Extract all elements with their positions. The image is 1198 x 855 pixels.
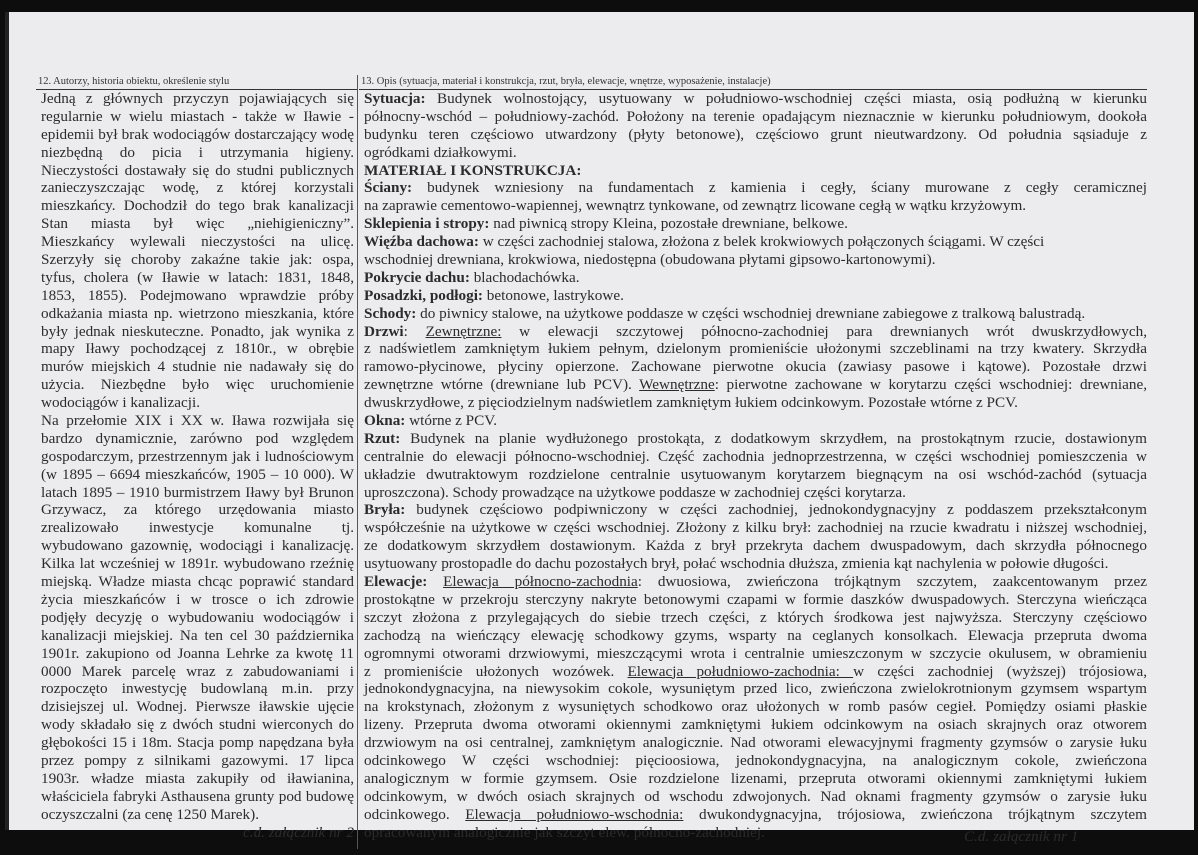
description-column — [364, 90, 1147, 841]
walls-line: Ściany: budynek wzniesiony na fundamentach z kamienia i cegły, ściany murowane z cegły ceramicznej — [364, 179, 1147, 197]
text-line: właściciela fabryki Asthausena grunty pod budowę — [41, 787, 354, 805]
text-line: współcześnie na użytkowe w części wschodniej. Złożony z kilku brył: zachodniej na rzucie kwadratu i niższej wschodniej, — [364, 519, 1147, 537]
text-line: wschodniej drewniana, krokwiowa, niedostępna (obudowana płytami gipsowo-kartonowymi). — [364, 251, 936, 269]
text-line: odkażania miasta np. wietrzono mieszkania, które — [41, 304, 354, 322]
continuation-note-left: c.d. załącznik nr 2 — [243, 823, 354, 841]
situation-label: Sytuacja: — [364, 90, 426, 107]
text-line: budynku teren częściowo utwardzony (płyty betonowe), częściowo grunt nieutwardzony. Od południa sąsiaduje z — [364, 125, 1147, 143]
text-line: odcinkowego W części wschodniej: pięcioosiowa, jednokondygnacyjna, na analogicznym cokole, zwieńczona — [364, 751, 1147, 769]
text-line: murów miejskich 4 studnie nie nadawały się do — [41, 358, 354, 376]
text-line: analogicznym w formie gzymsem. Osie rozdzielone lizenami, przepruta otworami okiennymi zamkniętymi łukiem — [364, 769, 1147, 787]
text-line: usytuowany prostopadle do dachu pozostałych brył, połać wschodnia dłuższa, zmienia kąt nachylenia w połowie długości. — [364, 555, 1109, 573]
section-13-header: 13. Opis (sytuacja, materiał i konstrukcja, rzut, bryła, elewacje, wnętrze, wyposażenie, instalacje) — [361, 76, 771, 87]
text-line: zrealizowało inwestycje komunalne tj. — [41, 519, 354, 537]
text-line: wodociągów i kanalizacji. — [41, 394, 200, 412]
text-line: zanieczyszczając wodę, z której korzystali — [41, 179, 354, 197]
floors-label: Posadzki, podłogi: — [364, 286, 483, 304]
southeast-elevation-subheading: Elewacja południowo-wschodnia: — [465, 805, 684, 823]
text-line: z promieniście ułożonych wozówek. Elewacja południowo-zachodnia: w części zachodniej (wyższej) trójosiowa, — [364, 662, 1147, 680]
text-line: podjęły decyzję o wybudowaniu wodociągów i — [41, 608, 354, 626]
text-line: odcinkowym, w dwóch osiach skrajnych od wschodu zdwojonych. Nad oknami fragmenty gzymsów o zarysie łuku — [364, 787, 1147, 805]
text-line: na zaprawie cementowo-wapiennej, wewnątrz tynkowane, od zewnątrz licowane cegłą w wątku krzyżowym. — [364, 197, 1027, 215]
text-line: Mieszkańcy wylewali nieczystości na ulicę. — [41, 233, 354, 251]
plan-line: Rzut: Budynek na planie wydłużonego prostokąta, z dodatkowym skrzydłem, na prostokątnym rzucie, dostawionym — [364, 429, 1147, 447]
text-line: uproszczona). Schody prowadzące na użytkowe poddasze w zachodniej części korytarza. — [364, 483, 906, 501]
text-line: zewnętrzne wtórne (drewniane lub PCV). Wewnętrzne: pierwotne zachowane w korytarzu części wschodniej: drewniane, — [364, 376, 1147, 394]
text-line: centralnie do elewacji północno-wschodniej. Część zachodnia jednoprzestrzenna, w części wschodniej pomieszczenia w — [364, 447, 1147, 465]
massing-label: Bryła: — [364, 501, 406, 519]
material-heading: MATERIAŁ I KONSTRUKCJA: — [364, 161, 582, 179]
text-line: przez pompy z silnikami gazowymi. 17 lipca — [41, 751, 354, 769]
text-line: drzwiowym na osi centralnej, zamkniętym analogicznie. Nad otworami elewacyjnymi fragmenty gzymsów o zarysie łuku — [364, 734, 1147, 752]
massing-line: Bryła: budynek częściowo podpiwniczony w części zachodniej, jednokondygnacyjny z poddaszem przekształconym — [364, 501, 1147, 519]
text-line: szczyt złożona z przylegających do siebie trzech części, z których środkowa jest najwyższa. Sterczyny częściowo — [364, 608, 1147, 626]
text-line: niezbędną do picia i utrzymania higieny. — [41, 143, 354, 161]
text-line: gospodarczym, przestrzennym jak i ludnościowym — [41, 447, 354, 465]
text-line: miejską. Władze miasta chcąc poprawić standard — [41, 573, 354, 591]
doors-label: Drzwi — [364, 322, 404, 340]
scanned-document-page — [5, 12, 1194, 845]
text-line: Grzywacz, za którego urzędowania miasto — [41, 501, 354, 519]
text-line: głębokości 15 i 18m. Stacja pomp napędzana była — [41, 734, 354, 752]
text-line: dwuskrzydłowe, z pięciodzielnym nadświetlem zamkniętym łukiem odcinkowym. Pozostałe wtórne z PCV. — [364, 394, 1018, 412]
text-line: północny-wschód – południowy-zachód. Położony na terenie opadającym nieznacznie w kierunku południowym, dookoła — [364, 107, 1147, 125]
text-line: Nieczystości dostawały się do studni publicznych — [41, 161, 354, 179]
text-line: regularnie w wielu miastach - także w Iławie - — [41, 107, 354, 125]
roof-truss-line: Więźba dachowa: w części zachodniej stalowa, złożona z belek krokwiowych połączonych ściągami. W części — [364, 233, 1045, 251]
stairs-line: Schody: do piwnicy stalowe, na użytkowe poddasze w części wschodniej drewniane zabiegowe z tralkową balustradą. — [364, 304, 1086, 322]
text-line: kanalizacji miejskiej. Na ten cel 30 października — [41, 626, 354, 644]
text-line: epidemii był brak wodociągów dostarczający wodę — [41, 125, 354, 143]
text-line: lizeny. Przepruta dwoma otworami okiennymi zamkniętymi łukiem odcinkowym na osiach skrajnych oraz otworem — [364, 716, 1147, 734]
windows-label: Okna: — [364, 412, 406, 430]
text-line: Jedną z głównych przyczyn pojawiających się — [41, 90, 354, 107]
text-line: (w 1895 – 6694 mieszkańców, 1905 – 10 000). W — [41, 465, 354, 483]
text-line: Stan miasta był więc „niehigieniczny”. — [41, 215, 354, 233]
floors-line: Posadzki, podłogi: betonowe, lastrykowe. — [364, 286, 624, 304]
text-line: bardzo dynamicznie, zarówno pod względem — [41, 429, 354, 447]
text-line: Szerzyły się choroby zakaźne takie jak: ospa, — [41, 251, 354, 269]
text-line: oczyszczalni (za cenę 1250 Marek). — [41, 805, 259, 823]
history-column — [41, 90, 354, 841]
vaults-label: Sklepienia i stropy: — [364, 215, 490, 233]
walls-label: Ściany: — [364, 179, 413, 197]
text-line: 1901r. zakupiono od Joanna Lehrke za kwotę 11 — [41, 644, 354, 662]
text-line: z nadświetlem zamkniętym łukiem pełnym, dzielonym promieniście ułożonymi szczeblinami na trzy kwatery. Skrzydła — [364, 340, 1147, 358]
southwest-elevation-subheading: Elewacja południowo-zachodnia: — [627, 662, 854, 680]
section-12-header: 12. Autorzy, historia obiektu, określenie stylu — [38, 76, 230, 87]
stairs-label: Schody: — [364, 304, 417, 322]
text-line: 0000 Marek parcelę wraz z zabudowaniami i — [41, 662, 354, 680]
text-line: prostokątne w przekroju sterczyny nakryte betonowymi czapami w formie daszków dwuspadowych. Sterczyna wieńcząca — [364, 590, 1147, 608]
northwest-elevation-subheading: Elewacja północno-zachodnia — [443, 573, 638, 591]
plan-label: Rzut: — [364, 429, 401, 447]
text-line: 1903r. władze miasta zakupiły od iławianina, — [41, 769, 354, 787]
text-line: dzisiejszej ul. Wodnej. Pierwsze iławskie ujęcie — [41, 698, 354, 716]
text-line: ze dodatkowym skrzydłem dostawionym. Każda z brył przekryta dachem dwuspadowym, dach skrzydła północnego — [364, 537, 1147, 555]
text-line: mieszkańcy. Dochodził do tego brak kanalizacji — [41, 197, 354, 215]
roofing-label: Pokrycie dachu: — [364, 268, 470, 286]
text-line: zachodzą na wieńczący elewację schodkowy gzyms, wsparty na ceglanych konsolkach. Elewacja przepruta dwoma — [364, 626, 1147, 644]
roof-truss-label: Więźba dachowa: — [364, 233, 479, 251]
text-line: życia mieszkańców i w trosce o ich zdrowie — [41, 590, 354, 608]
text-line: rozpoczęto inwestycję budowlaną m.in. przy — [41, 680, 354, 698]
text-line: ogromnymi otworami drzwiowymi, mieszczącymi wrota i centralnie umieszczonym w szczycie okulusem, w obramieniu — [364, 644, 1147, 662]
text-line: ramowo-płycinowe, płyciny opierzone. Zachowane pierwotne okucia (zawiasy pasowe i kątowe). Pozostałe drzwi — [364, 358, 1147, 376]
text-line: użycia. Niezbędne było więc uruchomienie — [41, 376, 354, 394]
interior-doors-subheading: Wewnętrzne — [639, 376, 715, 394]
text-line: tyfus, cholera (w Iławie w latach: 1831, 1848, — [41, 268, 354, 286]
text-line: jednokondygnacyjna, na niewysokim cokole, wysuniętym przed lico, zwieńczona zwielokrotnionym gzymsem wspartym — [364, 680, 1147, 698]
text-line: ogródkami działkowymi. — [364, 143, 517, 161]
elevations-label: Elewacje: — [364, 573, 428, 591]
continuation-note-right: C.d. załącznik nr 1 — [964, 828, 1079, 845]
text-line: wybudowano gazownię, wodociągi i kanalizację. — [41, 537, 354, 555]
text-line: były jednak nieskuteczne. Ponadto, jak wynika z — [41, 322, 354, 340]
column-divider — [357, 75, 358, 849]
text-line: układzie dwutraktowym rozdzielone centralnie usytuowanym korytarzem biegnącym na osi wschód-zachód (sytuacja — [364, 465, 1147, 483]
text-line: odcinkowego. Elewacja południowo-wschodnia: dwukondygnacyjna, trójosiowa, zwieńczona trójkątnym szczytem — [364, 805, 1147, 823]
text-line: na krokstynach, złożonym z wysuniętych schodkowo oraz ułożonych w romb pasów cegieł. Pomiędzy osiami płaskie — [364, 698, 1147, 716]
doors-line: Drzwi: Zewnętrzne: w elewacji szczytowej północno-zachodniej para drewnianych wrót dwuskrzydłowych, — [364, 322, 1147, 340]
exterior-doors-subheading: Zewnętrzne: — [425, 322, 502, 340]
vaults-line: Sklepienia i stropy: nad piwnicą stropy Kleina, pozostałe drewniane, belkowe. — [364, 215, 848, 233]
text-line: 1853, 1855). Podejmowano wprawdzie próby — [41, 286, 354, 304]
text-line: Kilka lat wcześniej w 1891r. wybudowano rzeźnię — [41, 555, 354, 573]
elevations-line: Elewacje: Elewacja północno-zachodnia: dwuosiowa, zwieńczona trójkątnym szczytem, zaakcentowanym przez — [364, 573, 1148, 591]
situation-line: Sytuacja: Budynek wolnostojący, usytuowany w południowo-wschodniej części miasta, osią podłużną w kierunku — [364, 90, 1147, 107]
windows-line: Okna: wtórne z PCV. — [364, 412, 498, 430]
text-line: latach 1895 – 1910 burmistrzem Iławy był Brunon — [41, 483, 354, 501]
roofing-line: Pokrycie dachu: blachodachówka. — [364, 268, 580, 286]
text-line: opracowanym analogicznie jak szczyt elew. północno-zachodniej. — [364, 823, 765, 841]
text-line: mapy Iławy pochodzącej z 1810r., w obrębie — [41, 340, 354, 358]
text-line: Na przełomie XIX i XX w. Iława rozwijała się — [41, 412, 354, 430]
text-line: wody składało się z dwóch studni wierconych do — [41, 716, 354, 734]
